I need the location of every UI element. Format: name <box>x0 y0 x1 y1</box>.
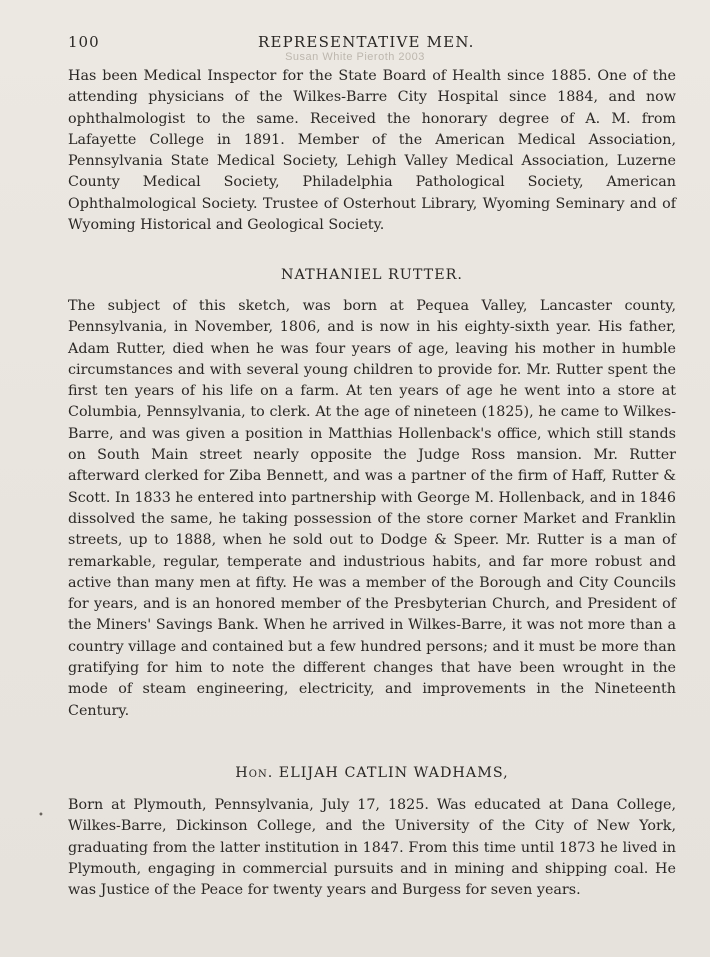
honorific: Hon. <box>235 765 274 781</box>
intro-paragraph: Has been Medical Inspector for the State Board of Health since 1885. One of the attending physicians of the Wilkes-Barre City Hospital since 1884, and now ophthalmologist to the same. Received the honorary degree of A. M. from Lafayette College in 1891. Member of the American Medical Association, Pennsylvania State Medical Society, Lehigh Valley Medical Association, Luzerne County Medical Society, Philadelphia Pathological Society, American Ophthalmological Society. Trustee of Osterhout Library, Wyoming Seminary and of Wyoming Historical and Geological Society. <box>68 68 676 234</box>
section-heading-wadhams <box>68 763 676 784</box>
running-head <box>68 33 670 53</box>
page-number: 100 <box>68 33 100 51</box>
watermark-text: Susan White Pieroth 2003 <box>285 51 425 63</box>
section-heading-rutter: NATHANIEL RUTTER. <box>281 267 463 283</box>
running-title: REPRESENTATIVE MEN. <box>258 33 475 51</box>
wadhams-paragraph: Born at Plymouth, Pennsylvania, July 17, 1825. Was educated at Dana College, Wilkes-Barre, Dickinson College, and the University of the City of New York, graduating from the latter institution in 1847. From this time until 1873 he lived in Plymouth, engaging in commercial pursuits and in mining and shipping coal. He was Justice of the Peace for twenty years and Burgess for seven years. <box>68 797 676 899</box>
heading-name: ELIJAH CATLIN WADHAMS, <box>278 765 509 781</box>
margin-bullet: • <box>38 810 44 821</box>
rutter-paragraph: The subject of this sketch, was born at Pequea Valley, Lancaster county, Pennsylvania, in November, 1806, and is now in his eighty-sixth year. His father, Adam Rutter, died when he was four years of age, leaving his mother in humble circumstances and with several young children to provide for. Mr. Rutter spent the first ten years of his life on a farm. At ten years of age he went into a store at Columbia, Pennsylvania, to clerk. At the age of nineteen (1825), he came to Wilkes-Barre, and was given a position in Matthias Hollenback's office, which still stands on South Main street nearly opposite the Judge Ross mansion. Mr. Rutter afterward clerked for Ziba Bennett, and was a partner of the firm of Haff, Rutter & Scott. In 1833 he entered into partnership with George M. Hollenback, and in 1846 dissolved the same, he taking possession of the store corner Market and Franklin streets, up to 1888, when he sold out to Dodge & Speer. Mr. Rutter is a man of remarkable, regular, temperate and industrious habits, and far more robust and active than many men at fifty. He was a member of the Borough and City Councils for years, and is an honored member of the Presbyterian Church, and President of the Miners' Savings Bank. When he arrived in Wilkes-Barre, it was not more than a country village and contained but a few hundred persons; and it must be more than gratifying for him to note the different changes that have been wrought in the mode of steam engineering, electricity, and improvements in the Nineteenth Century. <box>68 298 677 719</box>
